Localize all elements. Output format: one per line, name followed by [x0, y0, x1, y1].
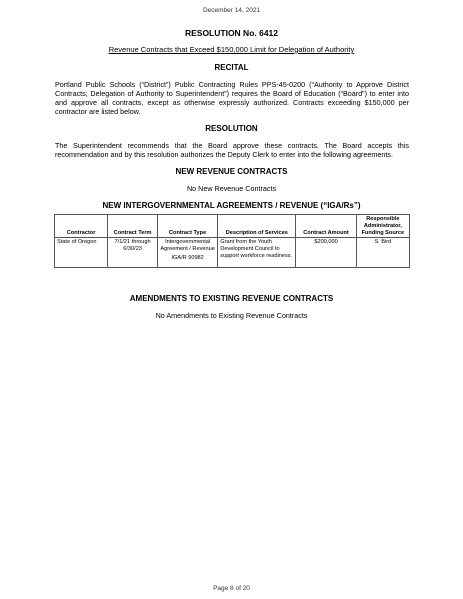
resolution-heading: RESOLUTION: [205, 124, 258, 133]
cell-term: 7/1/21 through 6/30/23: [108, 238, 158, 268]
col-contractor: Contractor: [55, 215, 108, 238]
resolution-number: RESOLUTION No. 6412: [184, 28, 279, 38]
recital-heading: RECITAL: [214, 63, 249, 72]
page-number: Page 8 of 20: [213, 585, 250, 592]
col-contract-amount: Contract Amount: [296, 215, 356, 238]
col-description: Description of Services: [218, 215, 296, 238]
col-contract-term: Contract Term: [108, 215, 158, 238]
amendments-note: No Amendments to Existing Revenue Contracts: [155, 311, 308, 320]
resolution-subtitle: Revenue Contracts that Exceed $150,000 Limit for Delegation of Authority: [108, 45, 355, 54]
cell-admin: S. Bird: [356, 238, 409, 268]
cell-amount: $200,000: [296, 238, 356, 268]
col-responsible-admin: Responsible Administrator, Funding Source: [356, 215, 409, 238]
header-date: December 14, 2021: [202, 7, 261, 14]
new-revenue-heading: NEW REVENUE CONTRACTS: [175, 167, 288, 176]
col-contract-type: Contract Type: [157, 215, 217, 238]
cell-description: Grant from the Youth Development Council to support workforce readiness.: [218, 238, 296, 268]
cell-type-id: IGA/R 90982: [171, 254, 204, 261]
recital-text: Portland Public Schools (“District”) Public Contracting Rules PPS-45-0200 (“Authority to Approve District Contracts; Delegation of Authority to Superintendent”) requires the Board of Education (“Board”) to enter into and approve all contracts, except as otherwise expressly authorized. Contracts exceeding $150,000 per contractor are listed below.: [55, 80, 409, 116]
new-revenue-note: No New Revenue Contracts: [186, 184, 277, 193]
cell-type: [157, 238, 217, 268]
table-row: [55, 238, 410, 268]
iga-table: [54, 214, 410, 268]
amendments-heading: AMENDMENTS TO EXISTING REVENUE CONTRACTS: [129, 294, 334, 303]
cell-contractor: State of Oregon: [55, 238, 108, 268]
resolution-text: The Superintendent recommends that the Board approve these contracts. The Board accepts this recommendation and by this resolution authorizes the Deputy Clerk to enter into the following agreements.: [55, 141, 409, 159]
iga-header-row: [55, 215, 410, 238]
cell-type-label: Intergovernmental Agreement / Revenue: [160, 239, 215, 253]
iga-heading: NEW INTERGOVERNMENTAL AGREEMENTS / REVENUE (“IGA/Rs”): [102, 201, 361, 210]
